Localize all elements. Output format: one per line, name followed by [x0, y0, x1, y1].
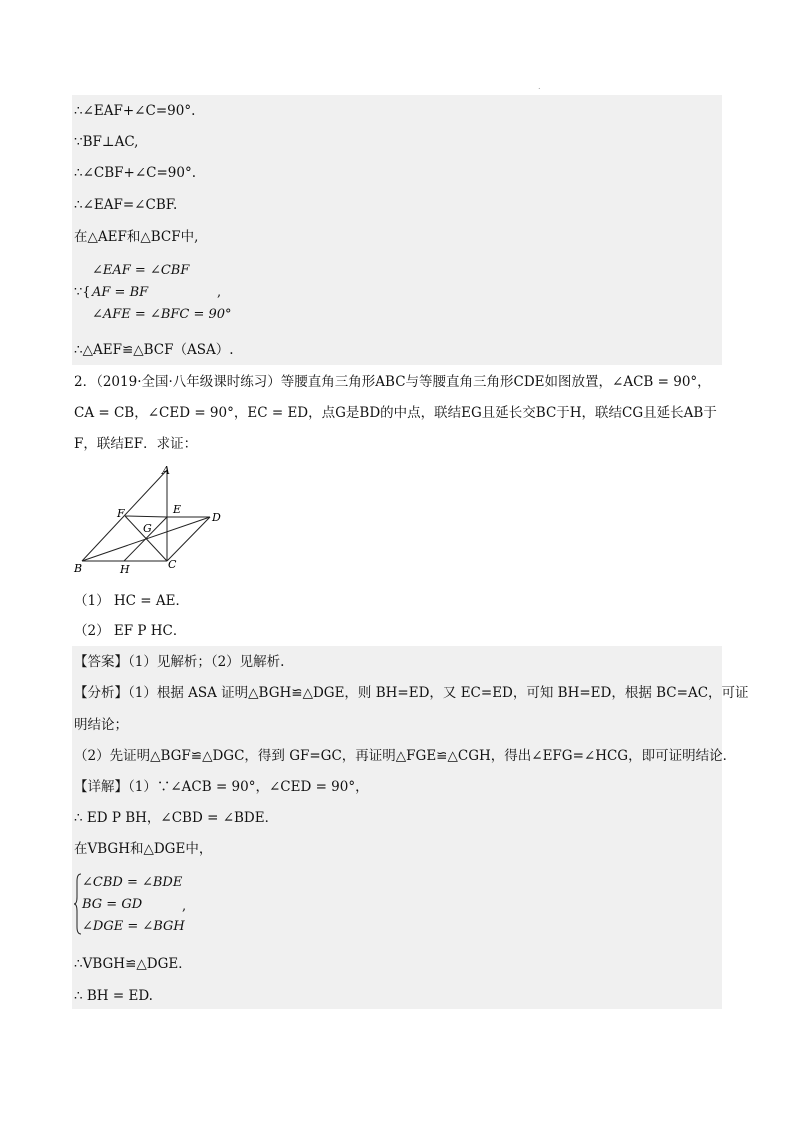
- corner-dot: .: [538, 82, 541, 91]
- label-e: E: [173, 503, 182, 516]
- proof-line-5: 在△AEF和△BCF中,: [74, 229, 199, 245]
- answer-line: 【答案】（1）见解析；（2）见解析.: [74, 654, 285, 670]
- detail-line-1: 【详解】（1）∵∠ACB = 90°，∠CED = 90°，: [74, 779, 369, 795]
- label-f: F: [117, 507, 125, 520]
- question-1: （1） HC = AE．: [74, 593, 189, 609]
- system-line-c: ∠AFE = ∠BFC = 90°: [92, 307, 232, 322]
- left-brace: [74, 873, 82, 935]
- problem-line-1: 2．（2019·全国·八年级课时练习）等腰直角三角形ABC与等腰直角三角形CDE如图放置，∠ACB = 90°，: [74, 374, 711, 390]
- detail-line-3: 在VBGH和△DGE中，: [74, 841, 213, 857]
- system-line-a: ∠EAF = ∠CBF: [92, 263, 190, 278]
- proof-line-4: ∴∠EAF=∠CBF.: [74, 197, 178, 213]
- label-b: B: [74, 562, 83, 575]
- system-comma: ,: [217, 285, 222, 300]
- system2-line-c: ∠DGE = ∠BGH: [82, 919, 185, 934]
- proof-line-6: ∴△AEF≌△BCF（ASA）.: [74, 342, 234, 358]
- analysis-line-3: （2）先证明△BGF≌△DGC，得到 GF=GC，再证明△FGE≌△CGH，得出∠EFG=∠HCG，即可证明结论．: [74, 748, 737, 764]
- geometry-figure: [70, 462, 240, 582]
- system-sign: ∵{: [74, 285, 91, 300]
- label-d: D: [212, 511, 221, 524]
- question-2: （2） EF P HC．: [74, 623, 187, 639]
- problem-line-2: CA = CB，∠CED = 90°，EC = ED，点G是BD的中点，联结EG且延长交BC于H，联结CG且延长AB于: [74, 405, 717, 421]
- system-line-b: AF = BF: [92, 285, 149, 300]
- system2-line-a: ∠CBD = ∠BDE: [82, 875, 183, 890]
- system2-comma: ,: [182, 899, 187, 914]
- label-g: G: [143, 522, 152, 535]
- label-h: H: [120, 563, 130, 576]
- label-a: A: [162, 464, 170, 477]
- segment-dc: [167, 517, 210, 561]
- proof-line-2: ∵BF⊥AC,: [74, 134, 139, 150]
- proof-line-3: ∴∠CBF+∠C=90°.: [74, 165, 197, 181]
- detail-line-5: ∴ BH = ED.: [74, 988, 153, 1004]
- analysis-line-2: 明结论；: [74, 717, 128, 733]
- detail-line-4: ∴VBGH≌△DGE．: [74, 956, 192, 972]
- segment-fe: [125, 516, 167, 517]
- analysis-line-1: 【分析】（1）根据 ASA 证明△BGH≌△DGE，则 BH=ED，又 EC=ED，可知 BH=ED，根据 BC=AC，可证: [74, 685, 749, 701]
- system2-line-b: BG = GD: [82, 897, 143, 912]
- proof-line-1: ∴∠EAF+∠C=90°.: [74, 103, 196, 119]
- label-c: C: [168, 558, 177, 571]
- problem-line-3: F，联结EF．求证：: [74, 436, 198, 452]
- detail-line-2: ∴ ED P BH，∠CBD = ∠BDE．: [74, 810, 279, 826]
